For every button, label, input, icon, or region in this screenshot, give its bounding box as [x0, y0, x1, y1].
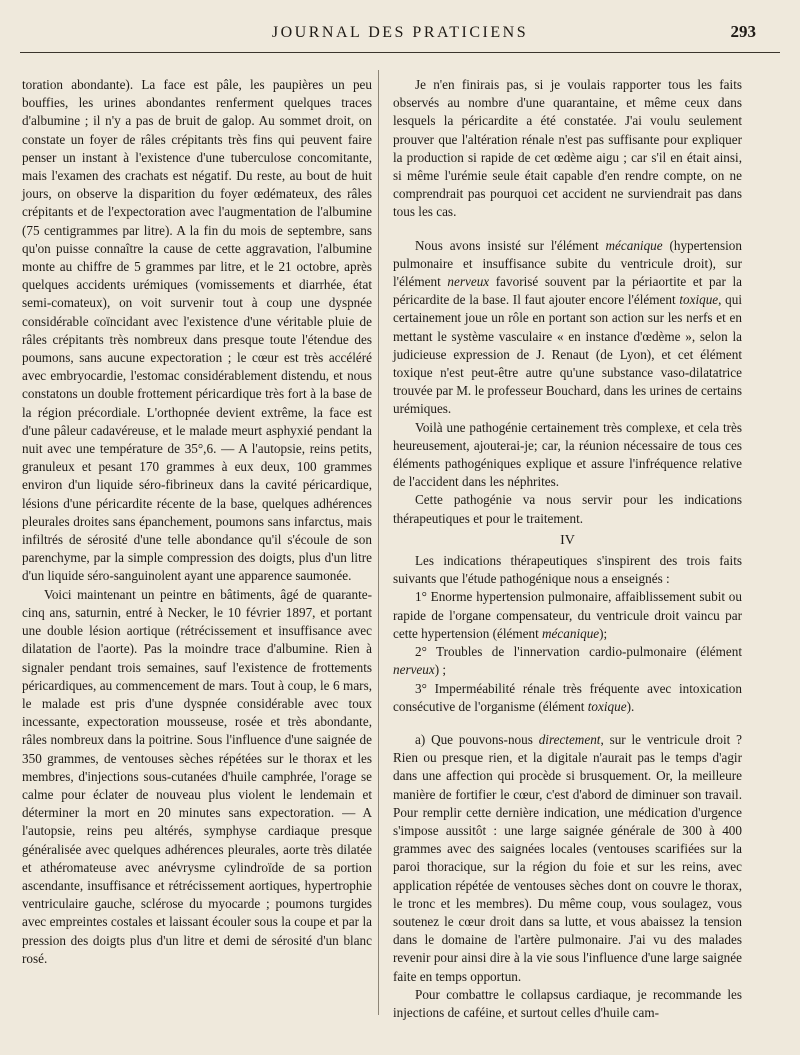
text-run: ) ;	[434, 662, 447, 678]
paragraph: Je n'en finirais pas, si je voulais rapporter tous les faits observés au nombre d'une quarantaine, et même ceux dans lesquels la péricardite a été constatée. J'ai voulu seulement prouver que l'altération rénale n'est pas suffisante pour expliquer la production si rapide de cet œdème aigu ; car s'il en était ainsi, si même l'urémie seule était capable d'en rendre compte, on ne comprendrait pas pourquoi cet accident ne surviendrait pas dans tous les cas.	[393, 77, 742, 220]
text-run: Nous avons insisté sur l'élément	[415, 237, 606, 253]
text-run: (hypertension pulmonaire et insuffisance subite du ventricule droit), sur l'élément	[393, 237, 742, 290]
emphasis: toxique	[679, 292, 719, 308]
left-column	[22, 76, 372, 968]
paragraph: Voici maintenant un peintre en bâtiments, âgé de quarante-cinq ans, saturnin, entré à Necker, le 10 février 1897, et portant une double lésion aortique (rétrécissement et insuffisance avec dilatation de l'aorte). Pas la moindre trace d'albumine. Rien à signaler pendant trois semaines, sauf l'existence de frottements péricardiques, au commencement de mars. Tout à coup, le 6 mars, le malade est pris d'une dyspnée considérable avec toux incessante, expectoration mousseuse, rosée et très abondante, râles nombreux dans la poitrine. Sous l'influence d'une saignée de 350 grammes, de ventouses sèches répétées sur le thorax et les membres, d'injections sous-cutanées d'huile camphrée, l'orage se calme pour éclater de nouveau plus violent le lendemain et déterminer la mort en 20 minutes sans expectoration. — A l'autopsie, reins peu altérés, symphyse cardiaque presque généralisée avec quelques adhérences pleurales, aorte très dilatée et athéromateuse avec anévrysme cylindroïde de sa portion ascendante, insuffisance et rétrécissement aortiques, hypertrophie ventriculaire gauche, sclérose du myocarde ; poumons turgides avec empreintes costales et laissant écouler sous la coupe et par la pression des doigts plus d'un litre et demi de sérosité d'un blanc rosé.	[22, 586, 372, 966]
list-item	[393, 643, 742, 679]
emphasis: nerveux	[447, 274, 490, 290]
text-run: favorisé souvent par la périaortite et par la péricardite de la base. Il faut ajouter encore l'élément	[393, 274, 742, 308]
emphasis: directement	[538, 731, 601, 747]
paragraph: Voilà une pathogénie certainement très complexe, et cela très heureusement, ajouterai-je; car, la réunion nécessaire de tous ces éléments pathogéniques explique et assure l'infréquence relative de l'accident dans les néphrites.	[393, 419, 742, 490]
header-rule	[20, 52, 780, 53]
paragraph: Les indications thérapeutiques s'inspirent des trois faits suivants que l'étude pathogénique nous a enseignés :	[393, 553, 742, 587]
list-item	[393, 680, 742, 716]
page-number: 293	[730, 22, 756, 41]
paragraph: Cette pathogénie va nous servir pour les indications thérapeutiques et pour le traitement.	[393, 492, 742, 526]
section-heading: IV	[560, 532, 575, 548]
journal-title: JOURNAL DES PRATICIENS	[271, 24, 529, 41]
page-header	[20, 22, 780, 46]
text-run: 1° Enorme hypertension pulmonaire, affaiblissement subit ou rapide de l'organe compensateur, du ventricule droit vaincu par cette hypertension (élément	[393, 589, 742, 641]
right-column	[393, 76, 742, 1022]
paragraph	[393, 731, 742, 986]
text-run: 2° Troubles de l'innervation cardio-pulmonaire (élément	[415, 644, 742, 660]
column-divider	[378, 70, 379, 1015]
emphasis: mécanique	[605, 237, 663, 253]
list-item	[393, 588, 742, 643]
text-run: a) Que pouvons-nous	[415, 731, 539, 747]
paragraph	[393, 237, 742, 419]
text-run: 3° Imperméabilité rénale très fréquente avec intoxication consécutive de l'organisme (élément	[393, 680, 742, 714]
emphasis: mécanique	[542, 625, 600, 641]
emphasis: nerveux	[393, 662, 435, 678]
emphasis: toxique	[587, 698, 627, 714]
text-run: );	[599, 625, 608, 641]
paragraph: Pour combattre le collapsus cardiaque, je recommande les injections de caféine, et surtout celles d'huile cam-	[393, 986, 742, 1020]
text-run: , sur le ventricule droit ? Rien ou presque rien, et la digitale n'aurait pas le temps d'agir dans une affection qui procède si brusquement. Or, la meilleure manière de fortifier le cœur, c'est d'abord de diminuer son travail. Pour remplir cette dernière indication, une médication d'urgence s'impose aussitôt : une large saignée générale de 300 à 400 grammes avec des saignées locales (ventouses scarifiées sur la paroi thoracique, sur la région du foie et sur les reins, avec application répétée de ventouses sèches dont on couvre le thorax, le tronc et les membres). Du même coup, vous soulagez, vous soutenez le cœur droit dans sa lutte, et vous abaissez la tension dans le domaine de l'artère pulmonaire. J'ai vu des malades revenir pour ainsi dire à la vie sous l'influence d'une large saignée faite en temps opportun.	[393, 731, 742, 984]
paragraph: toration abondante). La face est pâle, les paupières un peu bouffies, les urines abondantes renferment quelques traces d'albumine ; il n'y a pas de bruit de galop. Au sommet droit, on constate un foyer de râles crépitants très fins qui peuvent faire penser un instant à l'existence d'une tuberculose concomitante, mais l'examen des crachats est négatif. Du reste, au bout de huit jours, on observe la disparition du foyer œdémateux, des râles crépitants et de l'expectoration avec l'augmentation de l'albumine (75 centigrammes par litre). A la fin du mois de septembre, sans qu'on puisse connaître la cause de cette aggravation, l'albumine monte au chiffre de 5 grammes par litre, et le 21 octobre, après quelques accidents urémiques (vomissements et diarrhée, état semi-comateux), on voit survenir tout à coup une dyspnée considérable coïncidant avec l'existence d'une véritable pluie de râles crépitants très nombreux dans presque toute l'étendue des poumons, sans aucune expectoration ; le cœur est très accéléré avec embryocardie, l'estomac considérablement distendu, et nous constatons un double frottement péricardique très fort à la base de la région précordiale. L'orthopnée devient extrême, la face est d'une pâleur cadavéreuse, et le malade meurt asphyxié pendant la nuit avec une température de 35°,6. — A l'autopsie, reins petits, granuleux et pesant 170 grammes à eux deux, 100 grammes environ d'un liquide séro-fibrineux dans la cavité péricardique, lésions d'une péricardite récente de la base, quelques adhérences pleurales droites sans épanchement, poumons sans infarctus, mais infiltrés de sérosité d'une telle abondance qu'il s'écoule de son parenchyme, par la simple compression des doigts, plus d'un litre d'un liquide séro-sanguinolent ayant une apparence saumonée.	[22, 77, 372, 584]
text-run: , qui certainement joue un rôle en portant son action sur les nerfs et en mettant le système vasculaire « en instance d'œdème », selon la judicieuse expression de J. Renaut (de Lyon), et cet élément toxique n'est peut-être autre qu'une substance vaso-dilatatrice trouvée par M. le professeur Bouchard, dans les urines de certains urémiques.	[393, 292, 742, 417]
text-run: ).	[626, 698, 635, 714]
